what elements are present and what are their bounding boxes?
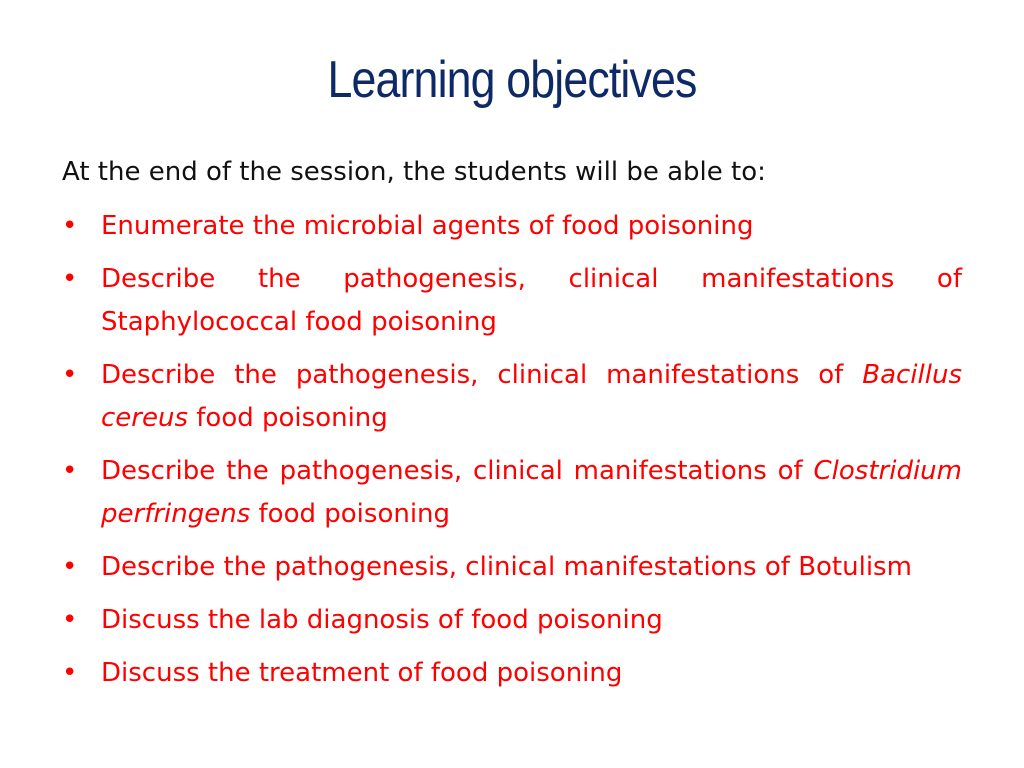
organism-name: Bacillus cereus: [101, 360, 962, 433]
objective-text: Enumerate the microbial agents of food poisoning: [101, 211, 754, 241]
objective-text: Discuss the treatment of food poisoning: [101, 658, 623, 688]
objective-item: [62, 450, 962, 536]
objective-text: Discuss the lab diagnosis of food poisoning: [101, 605, 663, 635]
objective-item: [62, 599, 962, 642]
objective-text: Describe the pathogenesis, clinical manifestations of Botulism: [101, 552, 912, 582]
objective-text: Describe the pathogenesis, clinical manifestations of Staphylococcal food poisoning: [101, 264, 962, 337]
intro-text: At the end of the session, the students will be able to:: [62, 157, 766, 187]
objective-text-prefix: Describe the pathogenesis, clinical manifestations of: [101, 456, 814, 486]
organism-name: Clostridium perfringens: [101, 456, 962, 529]
objective-item: [62, 652, 962, 695]
objective-text-suffix: food poisoning: [196, 403, 388, 433]
slide-title: Learning objectives: [327, 51, 697, 109]
objective-item: [62, 354, 962, 440]
objective-item: [62, 205, 962, 248]
objective-text-prefix: Describe the pathogenesis, clinical manifestations of: [101, 360, 863, 390]
objective-item: [62, 546, 962, 589]
objectives-list: [62, 205, 962, 705]
objective-item: [62, 258, 962, 344]
objective-text-suffix: food poisoning: [258, 499, 451, 529]
